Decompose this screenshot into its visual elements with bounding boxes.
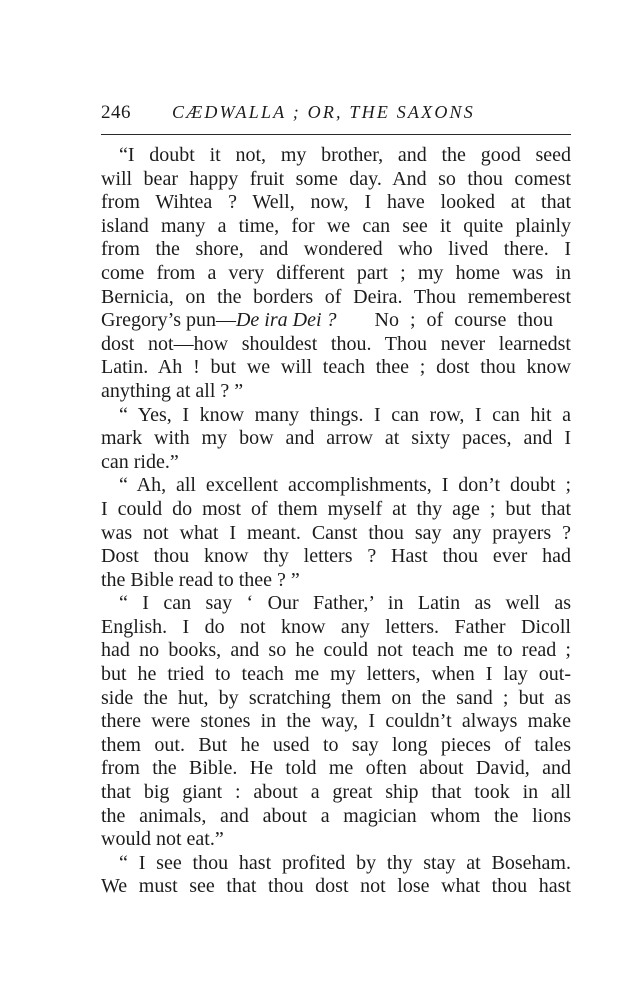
running-title: CÆDWALLA ; OR, THE SAXONS xyxy=(172,102,475,122)
text-segment: Gregory’s pun— xyxy=(101,309,236,332)
text-line: from the Bible. He told me often about David, and xyxy=(101,757,571,780)
text-line: come from a very different part ; my home was in xyxy=(101,261,571,284)
text-line: “ I can say ‘ Our Father,’ in Latin as well as xyxy=(119,592,571,615)
text-line: side the hut, by scratching them on the sand ; but as xyxy=(101,686,571,709)
text-line: that big giant : about a great ship that took in all xyxy=(101,781,571,804)
text-line: island many a time, for we can see it quite plainly xyxy=(101,214,571,237)
page-number: 246 xyxy=(101,102,131,123)
text-line: them out. But he used to say long pieces of tales xyxy=(101,733,571,756)
text-line: Dost thou know thy letters ? Hast thou ever had xyxy=(101,545,571,568)
text-line: from Wihtea ? Well, now, I have looked at that xyxy=(101,191,571,214)
text-line: I could do most of them myself at thy age ; but that xyxy=(101,497,571,520)
text-line: mark with my bow and arrow at sixty paces, and I xyxy=(101,427,571,450)
text-line: “ I see thou hast profited by thy stay at Boseham. xyxy=(119,851,571,874)
text-line: “ Ah, all excellent accomplishments, I don’t doubt ; xyxy=(119,474,571,497)
text-line: dost not—how shouldest thou. Thou never learnedst xyxy=(101,332,571,355)
running-header xyxy=(101,100,571,130)
body-text xyxy=(101,144,571,899)
header-rule xyxy=(101,134,571,135)
text-line: English. I do not know any letters. Father Dicoll xyxy=(101,615,571,638)
text-line: from the shore, and wondered who lived there. I xyxy=(101,238,571,261)
text-segment: No ; of course thou xyxy=(352,309,553,332)
text-line: can ride.” xyxy=(101,450,179,473)
text-line: but he tried to teach me my letters, when I lay out- xyxy=(101,663,571,686)
text-line: Latin. Ah ! but we will teach thee ; dost thou know xyxy=(101,356,571,379)
latin-pun: De ira Dei ? xyxy=(235,309,337,332)
text-line: anything at all ? ” xyxy=(101,379,244,402)
text-line xyxy=(101,309,571,333)
text-line: the animals, and about a magician whom the lions xyxy=(101,804,571,827)
text-line: would not eat.” xyxy=(101,828,224,851)
text-line: Bernicia, on the borders of Deira. Thou rememberest xyxy=(101,285,571,308)
text-line: there were stones in the way, I couldn’t always make xyxy=(101,710,571,733)
text-line: the Bible read to thee ? ” xyxy=(101,568,300,591)
text-line: “ Yes, I know many things. I can row, I can hit a xyxy=(119,403,571,426)
text-line: was not what I meant. Canst thou say any prayers ? xyxy=(101,521,571,544)
text-line: will bear happy fruit some day. And so thou comest xyxy=(101,167,571,190)
text-line: We must see that thou dost not lose what thou hast xyxy=(101,875,571,898)
text-line: “I doubt it not, my brother, and the good seed xyxy=(119,144,571,166)
text-line: had no books, and so he could not teach me to read ; xyxy=(101,639,571,662)
